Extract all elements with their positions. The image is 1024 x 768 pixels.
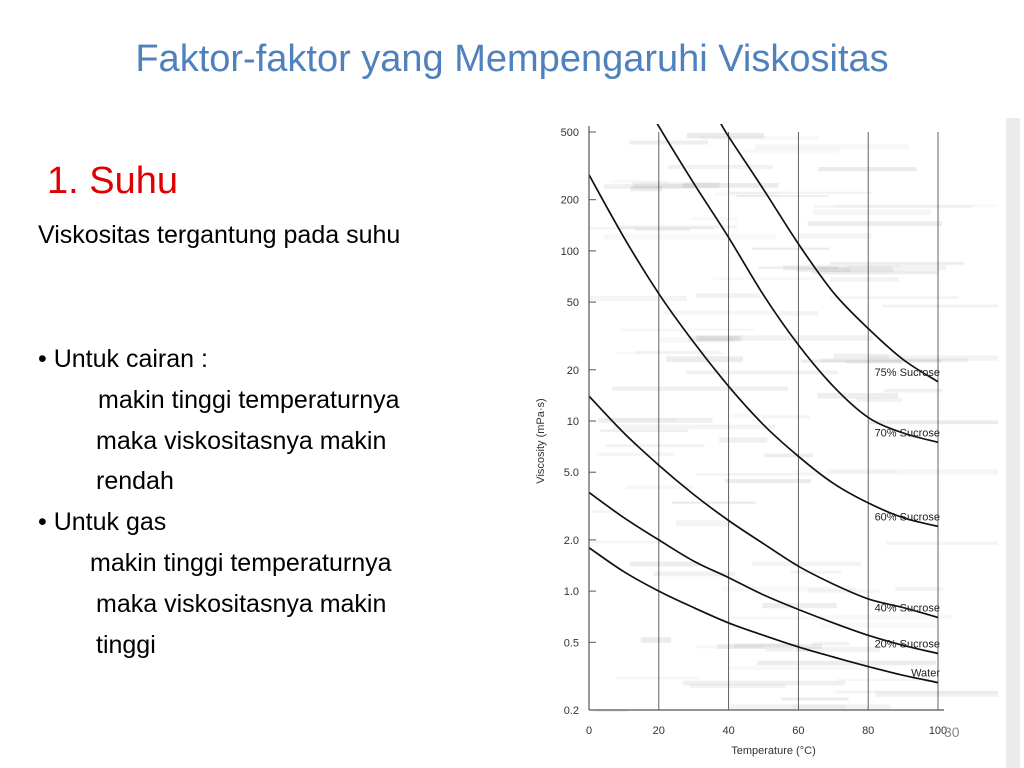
series-label: 40% Sucrose — [874, 602, 940, 615]
x-axis-label: Temperature (°C) — [731, 745, 816, 757]
y-tick-label: 200 — [560, 194, 579, 207]
x-tick-label: 20 — [652, 725, 665, 737]
bullet-gas-line-3: tinggi — [96, 631, 156, 659]
bullet-liquid-line-3: rendah — [96, 467, 174, 495]
x-tick-label: 40 — [722, 725, 735, 737]
series-label: 70% Sucrose — [874, 427, 940, 440]
bullet-gas-line-2: maka viskositasnya makin — [96, 590, 387, 618]
series-line-75-sucrose — [718, 119, 938, 382]
section-subtitle: Viskositas tergantung pada suhu — [38, 221, 401, 249]
slide-title: Faktor-faktor yang Mempengaruhi Viskositas — [135, 38, 889, 80]
y-tick-label: 0.5 — [563, 637, 579, 650]
x-tick-label: 100 — [928, 725, 948, 737]
bullet-liquid-line-2: maka viskositasnya makin — [96, 427, 387, 455]
viscosity-temperature-chart — [528, 118, 1020, 768]
y-tick-label: 2.0 — [563, 534, 579, 547]
bullet-gas: • Untuk gas — [38, 508, 167, 536]
y-tick-label: 0.2 — [563, 705, 579, 717]
y-tick-label: 500 — [560, 127, 579, 139]
scan-texture — [589, 118, 1020, 768]
y-tick-label: 100 — [560, 245, 579, 258]
x-tick-label: 80 — [862, 725, 875, 737]
y-tick-label: 10 — [566, 416, 579, 428]
y-axis-label: Viscosity (mPa·s) — [535, 398, 547, 484]
y-tick-label: 5.0 — [563, 467, 579, 480]
slide-number: 30 — [944, 724, 960, 740]
series-label: 60% Sucrose — [874, 511, 940, 524]
bullet-gas-line-1: makin tinggi temperaturnya — [90, 549, 392, 577]
x-tick-label: 60 — [792, 725, 805, 737]
section-heading: 1. Suhu — [47, 160, 178, 202]
series-label: Water — [911, 667, 940, 680]
series-label: 20% Sucrose — [874, 638, 940, 651]
y-tick-label: 20 — [566, 364, 579, 377]
y-tick-label: 1.0 — [563, 586, 579, 599]
bullet-liquid-line-1: makin tinggi temperaturnya — [98, 386, 400, 414]
series-label: 75% Sucrose — [874, 366, 940, 379]
x-tick-label: 0 — [585, 725, 593, 737]
y-tick-label: 50 — [566, 297, 579, 310]
bullet-liquid: • Untuk cairan : — [38, 345, 208, 373]
